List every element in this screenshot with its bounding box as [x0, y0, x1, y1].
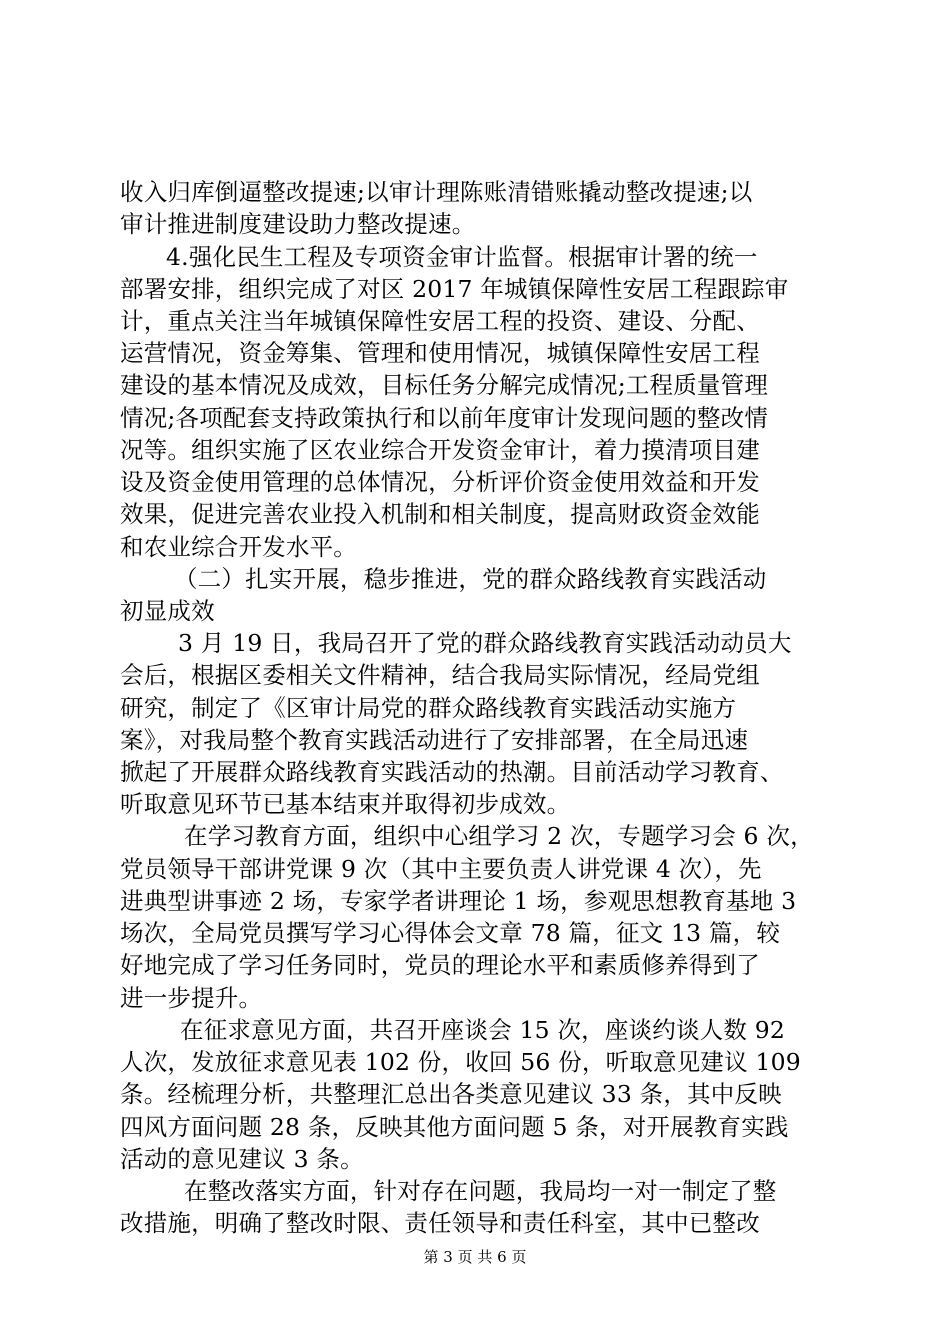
- section-heading-line: 初显成效: [120, 597, 215, 625]
- page-number-footer: 第 3 页 共 6 页: [423, 1248, 527, 1266]
- text-line: 建设的基本情况及成效，目标任务分解完成情况;工程质量管理: [120, 371, 769, 399]
- text-line: 计，重点关注当年城镇保障性安居工程的投资、建设、分配、: [120, 307, 760, 335]
- text-line: 掀起了开展群众路线教育实践活动的热潮。目前活动学习教育、: [120, 758, 784, 786]
- text-line: 情况;各项配套支持政策执行和以前年度审计发现问题的整改情: [120, 404, 769, 432]
- text-line: 在整改落实方面，针对存在问题，我局均一对一制定了整: [184, 1177, 777, 1205]
- text-line: 3 月 19 日，我局召开了党的群众路线教育实践活动动员大: [178, 629, 792, 657]
- text-line: 党员领导干部讲党课 9 次（其中主要负责人讲党课 4 次），先: [120, 855, 762, 883]
- text-line: 部署安排，组织完成了对区 2017 年城镇保障性安居工程跟踪审: [120, 275, 789, 303]
- text-line: 人次，发放征求意见表 102 份，收回 56 份，听取意见建议 109: [120, 1048, 801, 1076]
- section-heading-line: （二）扎实开展，稳步推进，党的群众路线教育实践活动: [174, 565, 767, 593]
- text-line: 条。经梳理分析，共整理汇总出各类意见建议 33 条，其中反映: [120, 1080, 782, 1108]
- text-line: 设及资金使用管理的总体情况，分析评价资金使用效益和开发: [120, 468, 760, 496]
- text-line: 研究，制定了《区审计局党的群众路线教育实践活动实施方: [120, 694, 737, 722]
- text-line: 进一步提升。: [120, 984, 263, 1012]
- text-line: 好地完成了学习任务同时，党员的理论水平和素质修养得到了: [120, 951, 760, 979]
- text-line: 在征求意见方面，共召开座谈会 15 次，座谈约谈人数 92: [180, 1016, 786, 1044]
- text-line: 活动的意见建议 3 条。: [120, 1145, 364, 1173]
- text-line: 和农业综合开发水平。: [120, 533, 357, 561]
- text-line: 效果，促进完善农业投入机制和相关制度，提高财政资金效能: [120, 500, 760, 528]
- text-line: 进典型讲事迹 2 场，专家学者讲理论 1 场，参观思想教育基地 3: [120, 887, 797, 915]
- text-line: 收入归库倒逼整改提速;以审计理陈账清错账撬动整改提速;以: [120, 178, 753, 206]
- text-line: 在学习教育方面，组织中心组学习 2 次，专题学习会 6 次，: [184, 822, 814, 850]
- text-line: 审计推进制度建设助力整改提速。: [120, 210, 476, 238]
- text-line: 四风方面问题 28 条，反映其他方面问题 5 条，对开展教育实践: [120, 1113, 789, 1141]
- text-line: 运营情况，资金筹集、管理和使用情况，城镇保障性安居工程: [120, 339, 760, 367]
- text-line: 况等。组织实施了区农业综合开发资金审计，着力摸清项目建: [120, 436, 760, 464]
- section-heading-line: 4.强化民生工程及专项资金审计监督。根据审计署的统一: [166, 243, 758, 271]
- text-line: 场次，全局党员撰写学习心得体会文章 78 篇，征文 13 篇，较: [120, 919, 781, 947]
- text-line: 会后，根据区委相关文件精神，结合我局实际情况，经局党组: [120, 661, 760, 689]
- text-line: 听取意见环节已基本结束并取得初步成效。: [120, 790, 571, 818]
- text-line: 案》，对我局整个教育实践活动进行了安排部署，在全局迅速: [120, 726, 749, 754]
- text-line: 改措施，明确了整改时限、责任领导和责任科室，其中已整改: [120, 1209, 760, 1237]
